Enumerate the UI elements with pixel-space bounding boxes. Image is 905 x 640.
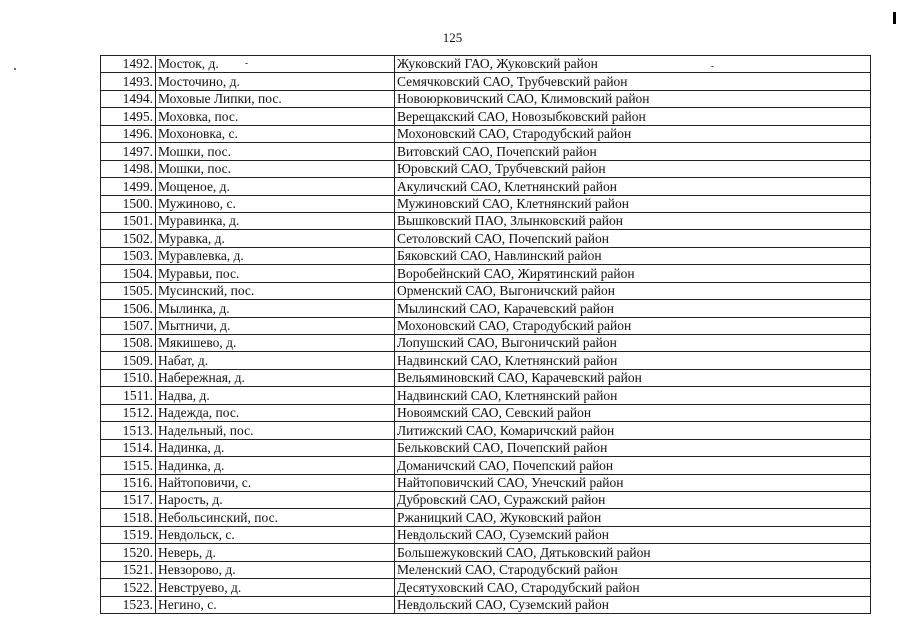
- administrative-unit: Новоямский САО, Севский район: [395, 404, 871, 421]
- administrative-unit: Мохоновский САО, Стародубский район: [395, 125, 871, 142]
- settlement-name: Надинка, д.: [156, 439, 395, 456]
- table-row: [101, 579, 871, 596]
- table-row: [101, 526, 871, 543]
- row-number: 1510.: [101, 369, 156, 386]
- table-row: [101, 491, 871, 508]
- row-number: 1498.: [101, 160, 156, 177]
- administrative-unit: Верещакский САО, Новозыбковский район: [395, 108, 871, 125]
- row-number: 1503.: [101, 247, 156, 264]
- table-row: [101, 561, 871, 578]
- row-number: 1504.: [101, 265, 156, 282]
- administrative-unit: Акуличский САО, Клетнянский район: [395, 178, 871, 195]
- administrative-unit: Юровский САО, Трубчевский район: [395, 160, 871, 177]
- row-number: 1493.: [101, 73, 156, 90]
- settlement-name: Мытничи, д.: [156, 317, 395, 334]
- settlement-name: Муравлевка, д.: [156, 247, 395, 264]
- row-number: 1495.: [101, 108, 156, 125]
- row-number: 1508.: [101, 335, 156, 352]
- table-row: [101, 125, 871, 142]
- settlement-name: Надинка, д.: [156, 457, 395, 474]
- table-row: [101, 282, 871, 299]
- administrative-unit: Семячковский САО, Трубчевский район: [395, 73, 871, 90]
- row-number: 1505.: [101, 282, 156, 299]
- administrative-unit: Невдольский САО, Суземский район: [395, 596, 871, 613]
- administrative-unit: Новоюрковичский САО, Климовский район: [395, 90, 871, 107]
- administrative-unit: Вельяминовский САО, Карачевский район: [395, 369, 871, 386]
- administrative-unit: Большежуковский САО, Дятьковский район: [395, 544, 871, 561]
- settlement-name: Мылинка, д.: [156, 300, 395, 317]
- administrative-unit: Дубровский САО, Суражский район: [395, 491, 871, 508]
- settlement-name: Мусинский, пос.: [156, 282, 395, 299]
- administrative-unit: Литижский САО, Комаричский район: [395, 422, 871, 439]
- administrative-unit: Невдольский САО, Суземский район: [395, 526, 871, 543]
- table-row: [101, 212, 871, 229]
- settlement-name: Муравинка, д.: [156, 212, 395, 229]
- row-number: 1522.: [101, 579, 156, 596]
- table-row: [101, 247, 871, 264]
- scan-speck: [14, 68, 16, 70]
- row-number: 1523.: [101, 596, 156, 613]
- row-number: 1516.: [101, 474, 156, 491]
- table-row: [101, 265, 871, 282]
- settlement-name: Мошки, пос.: [156, 160, 395, 177]
- table-row: [101, 230, 871, 247]
- table-row: [101, 178, 871, 195]
- administrative-unit: Мылинский САО, Карачевский район: [395, 300, 871, 317]
- table-row: [101, 143, 871, 160]
- administrative-unit: Мужиновский САО, Клетнянский район: [395, 195, 871, 212]
- administrative-unit: Найтоповичский САО, Унечский район: [395, 474, 871, 491]
- table-row: [101, 317, 871, 334]
- table-row: [101, 90, 871, 107]
- row-number: 1506.: [101, 300, 156, 317]
- settlement-name: Надежда, пос.: [156, 404, 395, 421]
- administrative-unit: Сетоловский САО, Почепский район: [395, 230, 871, 247]
- administrative-unit: Лопушский САО, Выгоничский район: [395, 335, 871, 352]
- row-number: 1515.: [101, 457, 156, 474]
- settlement-name: Найтоповичи, с.: [156, 474, 395, 491]
- administrative-unit: Десятуховский САО, Стародубский район: [395, 579, 871, 596]
- row-number: 1499.: [101, 178, 156, 195]
- row-number: 1512.: [101, 404, 156, 421]
- settlement-name: Муравьи, пос.: [156, 265, 395, 282]
- settlement-name: Неверь, д.: [156, 544, 395, 561]
- table-row: [101, 369, 871, 386]
- row-number: 1517.: [101, 491, 156, 508]
- settlement-name: Небольсинский, пос.: [156, 509, 395, 526]
- table-row: [101, 300, 871, 317]
- settlement-name: Мошки, пос.: [156, 143, 395, 160]
- settlement-name: Набат, д.: [156, 352, 395, 369]
- settlement-name: Мохоновка, с.: [156, 125, 395, 142]
- row-number: 1514.: [101, 439, 156, 456]
- table-row: [101, 474, 871, 491]
- table-row: [101, 160, 871, 177]
- row-number: 1509.: [101, 352, 156, 369]
- table-row: [101, 439, 871, 456]
- settlement-name: Муравка, д.: [156, 230, 395, 247]
- table-row: [101, 596, 871, 613]
- row-number: 1511.: [101, 387, 156, 404]
- table-row: [101, 352, 871, 369]
- administrative-unit: Орменский САО, Выгоничский район: [395, 282, 871, 299]
- settlement-name: Моховка, пос.: [156, 108, 395, 125]
- settlements-table-body: [101, 56, 871, 614]
- settlement-name: Мосточино, д.: [156, 73, 395, 90]
- row-number: 1513.: [101, 422, 156, 439]
- settlement-name: Моховые Липки, пос.: [156, 90, 395, 107]
- row-number: 1497.: [101, 143, 156, 160]
- settlement-name: Мужиново, с.: [156, 195, 395, 212]
- settlement-name: Невструево, д.: [156, 579, 395, 596]
- settlement-name: Негино, с.: [156, 596, 395, 613]
- row-number: 1502.: [101, 230, 156, 247]
- administrative-unit: Мохоновский САО, Стародубский район: [395, 317, 871, 334]
- row-number: 1521.: [101, 561, 156, 578]
- row-number: 1492.: [101, 56, 156, 73]
- settlement-name: Мякишево, д.: [156, 335, 395, 352]
- settlement-name: Невдольск, с.: [156, 526, 395, 543]
- settlement-name: Мощеное, д.: [156, 178, 395, 195]
- row-number: 1500.: [101, 195, 156, 212]
- row-number: 1507.: [101, 317, 156, 334]
- administrative-unit: Доманичский САО, Почепский район: [395, 457, 871, 474]
- table-row: [101, 108, 871, 125]
- administrative-unit: Витовский САО, Почепский район: [395, 143, 871, 160]
- table-row: [101, 404, 871, 421]
- administrative-unit: Вышковский ПАО, Злынковский район: [395, 212, 871, 229]
- administrative-unit: Бельковский САО, Почепский район: [395, 439, 871, 456]
- row-number: 1520.: [101, 544, 156, 561]
- table-row: [101, 422, 871, 439]
- table-row: [101, 509, 871, 526]
- administrative-unit: Бяковский САО, Навлинский район: [395, 247, 871, 264]
- table-row: [101, 457, 871, 474]
- administrative-unit: Воробейнский САО, Жирятинский район: [395, 265, 871, 282]
- scan-edge-mark: [893, 12, 896, 24]
- settlement-name: Мосток, д.: [156, 56, 395, 73]
- settlement-name: Невзорово, д.: [156, 561, 395, 578]
- page-number: 125: [442, 30, 463, 45]
- settlement-name: Надва, д.: [156, 387, 395, 404]
- table-row: [101, 56, 871, 73]
- row-number: 1496.: [101, 125, 156, 142]
- table-row: [101, 195, 871, 212]
- settlements-table: [100, 55, 871, 614]
- table-row: [101, 73, 871, 90]
- table-row: [101, 335, 871, 352]
- table-row: [101, 387, 871, 404]
- settlement-name: Набережная, д.: [156, 369, 395, 386]
- row-number: 1494.: [101, 90, 156, 107]
- row-number: 1501.: [101, 212, 156, 229]
- row-number: 1518.: [101, 509, 156, 526]
- administrative-unit: Жуковский ГАО, Жуковский район: [395, 56, 871, 73]
- settlement-name: Надельный, пос.: [156, 422, 395, 439]
- administrative-unit: Надвинский САО, Клетнянский район: [395, 387, 871, 404]
- administrative-unit: Меленский САО, Стародубский район: [395, 561, 871, 578]
- administrative-unit: Надвинский САО, Клетнянский район: [395, 352, 871, 369]
- table-row: [101, 544, 871, 561]
- row-number: 1519.: [101, 526, 156, 543]
- settlement-name: Нарость, д.: [156, 491, 395, 508]
- administrative-unit: Ржаницкий САО, Жуковский район: [395, 509, 871, 526]
